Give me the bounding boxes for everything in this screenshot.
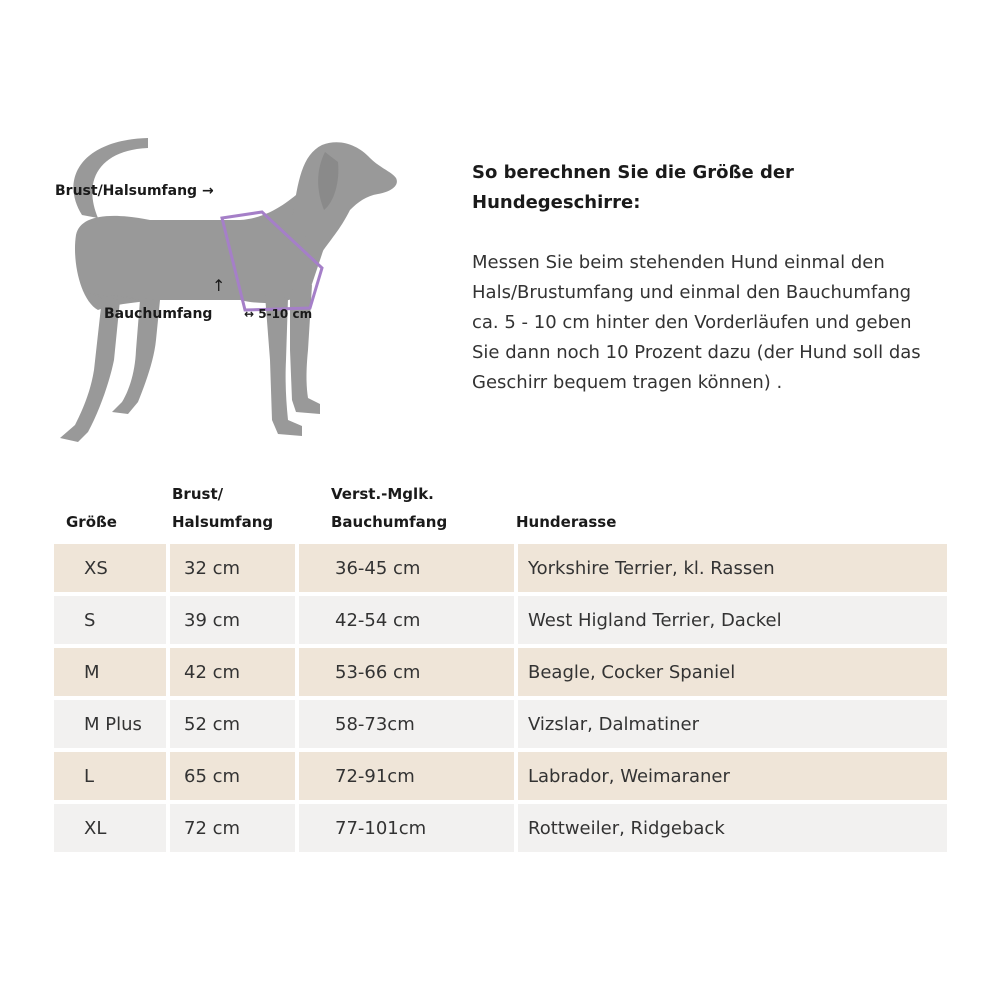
instructions-body: Messen Sie beim stehenden Hund einmal den Hals/Brustumfang und einmal den Bauchumfang ca. 5 - 10 cm hinter den Vorderläufen und geben Sie dann noch 10 Prozent dazu (der Hund soll das Geschirr bequem tragen können) .	[472, 252, 921, 393]
header-breed: Hunderasse	[516, 513, 617, 531]
arrow-up-icon: ↑	[212, 276, 226, 295]
cell-belly: 36-45 cm	[299, 544, 514, 592]
cell-size: XS	[54, 544, 166, 592]
cell-breed: Vizslar, Dalmatiner	[518, 700, 947, 748]
double-arrow-icon: ↔	[244, 307, 255, 321]
header-belly	[331, 480, 491, 536]
header-chest	[172, 480, 312, 536]
chest-label-text: Brust/Halsumfang	[55, 183, 198, 199]
cell-breed: Beagle, Cocker Spaniel	[518, 648, 947, 696]
cell-chest: 65 cm	[170, 752, 295, 800]
cell-chest: 52 cm	[170, 700, 295, 748]
dog-silhouette-icon	[40, 120, 420, 460]
table-row	[54, 648, 947, 696]
belly-measurement-label: Bauchumfang	[104, 306, 213, 322]
cell-breed: Yorkshire Terrier, kl. Rassen	[518, 544, 947, 592]
cell-belly: 42-54 cm	[299, 596, 514, 644]
cell-belly: 53-66 cm	[299, 648, 514, 696]
instructions-title: So berechnen Sie die Größe der Hundegeschirre:	[472, 162, 794, 213]
header-belly-line2: Bauchumfang	[331, 513, 448, 531]
header-size: Größe	[66, 513, 117, 531]
cell-chest: 72 cm	[170, 804, 295, 852]
cell-breed: Rottweiler, Ridgeback	[518, 804, 947, 852]
header-chest-line2: Halsumfang	[172, 513, 274, 531]
cell-belly: 58-73cm	[299, 700, 514, 748]
size-table	[54, 478, 947, 852]
arrow-right-icon: →	[201, 183, 214, 199]
instructions	[472, 158, 972, 398]
cell-chest: 42 cm	[170, 648, 295, 696]
cell-size: M Plus	[54, 700, 166, 748]
cell-belly: 77-101cm	[299, 804, 514, 852]
dog-measurement-diagram	[40, 120, 420, 460]
cell-size: XL	[54, 804, 166, 852]
distance-value: 5-10 cm	[258, 307, 313, 321]
header-belly-line1: Verst.-Mglk.	[331, 485, 434, 503]
cell-breed: West Higland Terrier, Dackel	[518, 596, 947, 644]
table-row	[54, 804, 947, 852]
cell-chest: 39 cm	[170, 596, 295, 644]
cell-breed: Labrador, Weimaraner	[518, 752, 947, 800]
distance-label	[244, 307, 312, 321]
cell-chest: 32 cm	[170, 544, 295, 592]
cell-size: M	[54, 648, 166, 696]
table-header	[54, 478, 947, 540]
table-row	[54, 700, 947, 748]
chest-measurement-label	[55, 183, 214, 199]
table-row	[54, 752, 947, 800]
table-row	[54, 544, 947, 592]
cell-belly: 72-91cm	[299, 752, 514, 800]
header-chest-line1: Brust/	[172, 485, 224, 503]
cell-size: S	[54, 596, 166, 644]
cell-size: L	[54, 752, 166, 800]
table-row	[54, 596, 947, 644]
